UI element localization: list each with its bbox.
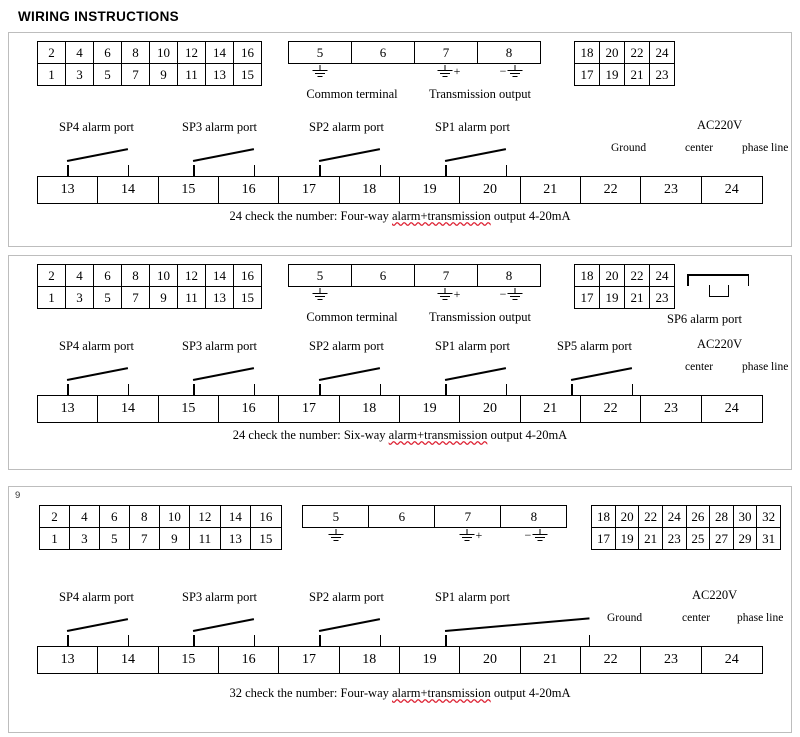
terminal-top-row xyxy=(19,264,781,325)
terminal-cell: 12 xyxy=(178,265,206,287)
terminal-cell: 17 xyxy=(575,287,600,309)
terminal-cell: 7 xyxy=(435,506,501,528)
alarm-port-label: SP1 alarm port xyxy=(435,590,510,604)
strip-cell: 24 xyxy=(724,652,739,667)
ac220v-label: AC220V xyxy=(697,337,743,351)
terminal-cell: 30 xyxy=(733,506,757,528)
strip-cell: 22 xyxy=(581,396,641,422)
center-label: center xyxy=(685,361,714,373)
alarm-port-label: SP3 alarm port xyxy=(182,339,257,353)
ac220v-label: AC220V xyxy=(692,588,738,602)
terminal-cell: 10 xyxy=(159,506,189,528)
ground-plus-symbol: + xyxy=(416,287,480,309)
terminal-cell: 21 xyxy=(639,528,663,550)
terminal-cell: 18 xyxy=(592,506,616,528)
terminal-cell: 6 xyxy=(94,42,122,64)
terminal-cell: 15 xyxy=(251,528,282,550)
strip-cell: 19 xyxy=(400,647,460,673)
strip-cell: 24 xyxy=(724,182,739,197)
right-terminal-grid xyxy=(591,505,781,550)
ground-symbol xyxy=(302,528,369,550)
minus-ground-symbol: − xyxy=(480,64,544,86)
strip-cell: 19 xyxy=(400,396,460,422)
terminal-cell: 2 xyxy=(38,265,66,287)
terminal-cell: 5 xyxy=(289,265,352,287)
strip-cell: 22 xyxy=(581,177,641,203)
terminal-cell: 10 xyxy=(150,265,178,287)
terminal-cell: 13 xyxy=(206,64,234,86)
terminal-cell: 2 xyxy=(40,506,70,528)
strip-cell: 20 xyxy=(460,177,520,203)
transmission-output-caption: Transmission output xyxy=(429,310,531,324)
strip-cell: 21 xyxy=(521,647,581,673)
terminal-strip xyxy=(37,395,763,423)
terminal-cell: 1 xyxy=(40,528,70,550)
strip-cell: 17 xyxy=(279,647,339,673)
common-terminal-caption: Common terminal xyxy=(306,310,398,324)
terminal-cell: 7 xyxy=(415,42,478,64)
ground-symbol xyxy=(288,287,352,309)
terminal-cell: 7 xyxy=(122,64,150,86)
terminal-cell: 5 xyxy=(94,64,122,86)
phase-line-label: phase line xyxy=(742,142,789,154)
strip-cell: 23 xyxy=(641,177,701,203)
strip-cell: 20 xyxy=(460,396,520,422)
strip-cell: 16 xyxy=(219,647,279,673)
terminal-cell: 28 xyxy=(710,506,734,528)
terminal-cell: 6 xyxy=(369,506,435,528)
right-terminal-grid xyxy=(574,41,675,86)
strip-cell: 14 xyxy=(98,647,158,673)
panel-four-way-24 xyxy=(8,32,792,247)
strip-cell: 23 xyxy=(641,647,701,673)
terminal-cell: 7 xyxy=(415,265,478,287)
strip-cell: 15 xyxy=(159,647,219,673)
strip-cell: 15 xyxy=(159,396,219,422)
terminal-cell: 12 xyxy=(190,506,220,528)
alarm-port-label: SP5 alarm port xyxy=(557,339,632,353)
terminal-cell: 21 xyxy=(625,64,650,86)
left-terminal-grid xyxy=(37,264,262,309)
alarm-port-label: SP2 alarm port xyxy=(309,339,384,353)
terminal-strip xyxy=(37,176,763,204)
blank-symbol xyxy=(352,287,416,309)
panel-four-way-32 xyxy=(8,486,792,733)
footnote-post: output 4-20mA xyxy=(490,686,571,700)
terminal-cell: 19 xyxy=(615,528,639,550)
terminal-cell: 3 xyxy=(69,528,99,550)
strip-cell: 17 xyxy=(279,396,339,422)
strip-cell: 16 xyxy=(219,396,279,422)
alarm-port-label: SP4 alarm port xyxy=(59,590,134,604)
strip-cell: 13 xyxy=(38,177,98,203)
terminal-cell: 5 xyxy=(289,42,352,64)
terminal-cell: 5 xyxy=(94,287,122,309)
footnote-pre: 24 check the number: Six-way xyxy=(232,428,389,442)
strip-cell: 22 xyxy=(581,647,641,673)
terminal-cell: 8 xyxy=(478,42,541,64)
ground-label: Ground xyxy=(611,142,647,154)
strip-cell: 18 xyxy=(340,396,400,422)
terminal-cell: 4 xyxy=(69,506,99,528)
terminal-cell: 13 xyxy=(220,528,250,550)
terminal-cell: 23 xyxy=(650,287,675,309)
footnote-mark: alarm+transmission xyxy=(388,428,488,442)
terminal-cell: 10 xyxy=(150,42,178,64)
terminal-cell: 18 xyxy=(575,42,600,64)
terminal-cell: 8 xyxy=(122,42,150,64)
terminal-cell: 17 xyxy=(592,528,616,550)
terminal-top-row xyxy=(19,505,781,550)
terminal-cell: 22 xyxy=(639,506,663,528)
strip-cell: 18 xyxy=(340,177,400,203)
alarm-port-zone xyxy=(19,337,789,423)
terminal-cell: 11 xyxy=(178,287,206,309)
left-terminal-grid xyxy=(39,505,282,550)
alarm-port-label: SP3 alarm port xyxy=(182,590,257,604)
terminal-cell: 15 xyxy=(234,287,262,309)
terminal-cell: 4 xyxy=(66,265,94,287)
alarm-port-label: SP2 alarm port xyxy=(309,590,384,604)
strip-cell: 15 xyxy=(159,177,219,203)
minus-ground-symbol: − xyxy=(503,528,570,550)
terminal-cell: 24 xyxy=(650,42,675,64)
strip-cell: 14 xyxy=(98,396,158,422)
terminal-cell: 21 xyxy=(625,287,650,309)
footnote-mark: alarm+transmission xyxy=(392,209,491,223)
strip-cell: 20 xyxy=(460,647,520,673)
terminal-cell: 27 xyxy=(710,528,734,550)
strip-cell: 24 xyxy=(724,401,739,416)
terminal-cell: 16 xyxy=(234,265,262,287)
blank-symbol xyxy=(352,64,416,86)
panel-footnote xyxy=(19,423,781,450)
terminal-cell: 7 xyxy=(129,528,159,550)
terminal-cell: 8 xyxy=(478,265,541,287)
phase-line-label: phase line xyxy=(742,361,789,373)
contact-switch-row xyxy=(37,377,763,395)
middle-terminal-group xyxy=(288,41,544,102)
terminal-cell: 6 xyxy=(94,265,122,287)
terminal-cell: 6 xyxy=(352,265,415,287)
terminal-cell: 18 xyxy=(575,265,600,287)
terminal-cell: 12 xyxy=(178,42,206,64)
sp6-alarm-port-label: SP6 alarm port xyxy=(667,312,742,326)
strip-cell: 13 xyxy=(38,396,98,422)
terminal-cell: 3 xyxy=(66,287,94,309)
footnote-pre: 24 check the number: Four-way xyxy=(229,209,392,223)
ground-symbol xyxy=(288,64,352,86)
strip-cell: 19 xyxy=(400,177,460,203)
ground-plus-symbol: + xyxy=(436,528,503,550)
terminal-cell: 9 xyxy=(150,64,178,86)
terminal-cell: 23 xyxy=(650,64,675,86)
terminal-cell: 11 xyxy=(178,64,206,86)
terminal-cell: 19 xyxy=(600,287,625,309)
strip-cell: 21 xyxy=(521,177,581,203)
strip-cell: 23 xyxy=(641,396,701,422)
footnote-post: output 4-20mA xyxy=(487,428,568,442)
phase-line-label: phase line xyxy=(737,612,784,624)
terminal-cell: 14 xyxy=(206,42,234,64)
alarm-port-zone xyxy=(19,118,789,204)
minus-ground-symbol: − xyxy=(480,287,544,309)
blank-symbol xyxy=(369,528,436,550)
terminal-cell: 24 xyxy=(662,506,686,528)
strip-cell: 14 xyxy=(98,177,158,203)
terminal-cell: 25 xyxy=(686,528,710,550)
strip-cell: 17 xyxy=(279,177,339,203)
alarm-port-label: SP1 alarm port xyxy=(435,339,510,353)
terminal-cell: 20 xyxy=(600,42,625,64)
alarm-port-zone xyxy=(19,588,784,674)
terminal-cell: 14 xyxy=(206,265,234,287)
terminal-cell: 22 xyxy=(625,265,650,287)
middle-terminal-group xyxy=(288,264,544,325)
terminal-cell: 26 xyxy=(686,506,710,528)
terminal-cell: 24 xyxy=(650,265,675,287)
terminal-cell: 2 xyxy=(38,42,66,64)
ac220v-label: AC220V xyxy=(697,118,743,132)
terminal-cell: 11 xyxy=(190,528,220,550)
strip-cell: 16 xyxy=(219,177,279,203)
terminal-cell: 14 xyxy=(220,506,250,528)
right-terminal-grid xyxy=(574,264,675,309)
terminal-cell: 7 xyxy=(122,287,150,309)
left-terminal-grid xyxy=(37,41,262,86)
page-title: WIRING INSTRUCTIONS xyxy=(18,9,179,24)
terminal-cell: 8 xyxy=(129,506,159,528)
center-label: center xyxy=(682,612,711,624)
strip-cell: 13 xyxy=(38,647,98,673)
panel-footnote xyxy=(19,204,781,231)
alarm-port-label: SP2 alarm port xyxy=(309,120,384,134)
terminal-cell: 8 xyxy=(122,265,150,287)
terminal-cell: 19 xyxy=(600,64,625,86)
panel-six-way-24 xyxy=(8,255,792,470)
footnote-mark: alarm+transmission xyxy=(392,686,491,700)
terminal-cell: 16 xyxy=(251,506,282,528)
terminal-cell: 13 xyxy=(206,287,234,309)
terminal-cell: 20 xyxy=(615,506,639,528)
terminal-cell: 23 xyxy=(662,528,686,550)
terminal-cell: 32 xyxy=(757,506,781,528)
terminal-cell: 15 xyxy=(234,64,262,86)
transmission-output-caption: Transmission output xyxy=(429,87,531,101)
terminal-cell: 5 xyxy=(99,528,129,550)
terminal-top-row xyxy=(19,41,781,102)
footnote-post: output 4-20mA xyxy=(490,209,571,223)
panel-footnote xyxy=(19,674,781,708)
strip-cell: 21 xyxy=(521,396,581,422)
terminal-cell: 22 xyxy=(625,42,650,64)
terminal-cell: 16 xyxy=(234,42,262,64)
contact-switch-row xyxy=(37,158,763,176)
strip-cell: 18 xyxy=(340,647,400,673)
center-label: center xyxy=(685,142,714,154)
panel-corner-label: 9 xyxy=(15,490,21,501)
ground-plus-symbol: + xyxy=(416,64,480,86)
ground-label: Ground xyxy=(607,612,643,624)
terminal-cell: 9 xyxy=(159,528,189,550)
terminal-cell: 1 xyxy=(38,287,66,309)
terminal-cell: 1 xyxy=(38,64,66,86)
terminal-cell: 8 xyxy=(501,506,567,528)
alarm-port-label: SP4 alarm port xyxy=(59,339,134,353)
sp6-contact-symbol xyxy=(687,274,749,300)
terminal-cell: 4 xyxy=(66,42,94,64)
terminal-cell: 17 xyxy=(575,64,600,86)
alarm-port-label: SP1 alarm port xyxy=(435,120,510,134)
terminal-cell: 31 xyxy=(757,528,781,550)
terminal-cell: 6 xyxy=(99,506,129,528)
terminal-cell: 3 xyxy=(66,64,94,86)
terminal-cell: 20 xyxy=(600,265,625,287)
terminal-cell: 9 xyxy=(150,287,178,309)
alarm-port-label: SP3 alarm port xyxy=(182,120,257,134)
terminal-cell: 5 xyxy=(303,506,369,528)
terminal-cell: 29 xyxy=(733,528,757,550)
common-terminal-caption: Common terminal xyxy=(306,87,398,101)
terminal-strip xyxy=(37,646,763,674)
contact-switch-row xyxy=(37,628,763,646)
footnote-pre: 32 check the number: Four-way xyxy=(229,686,392,700)
terminal-cell: 6 xyxy=(352,42,415,64)
middle-terminal-group xyxy=(302,505,570,550)
alarm-port-label: SP4 alarm port xyxy=(59,120,134,134)
